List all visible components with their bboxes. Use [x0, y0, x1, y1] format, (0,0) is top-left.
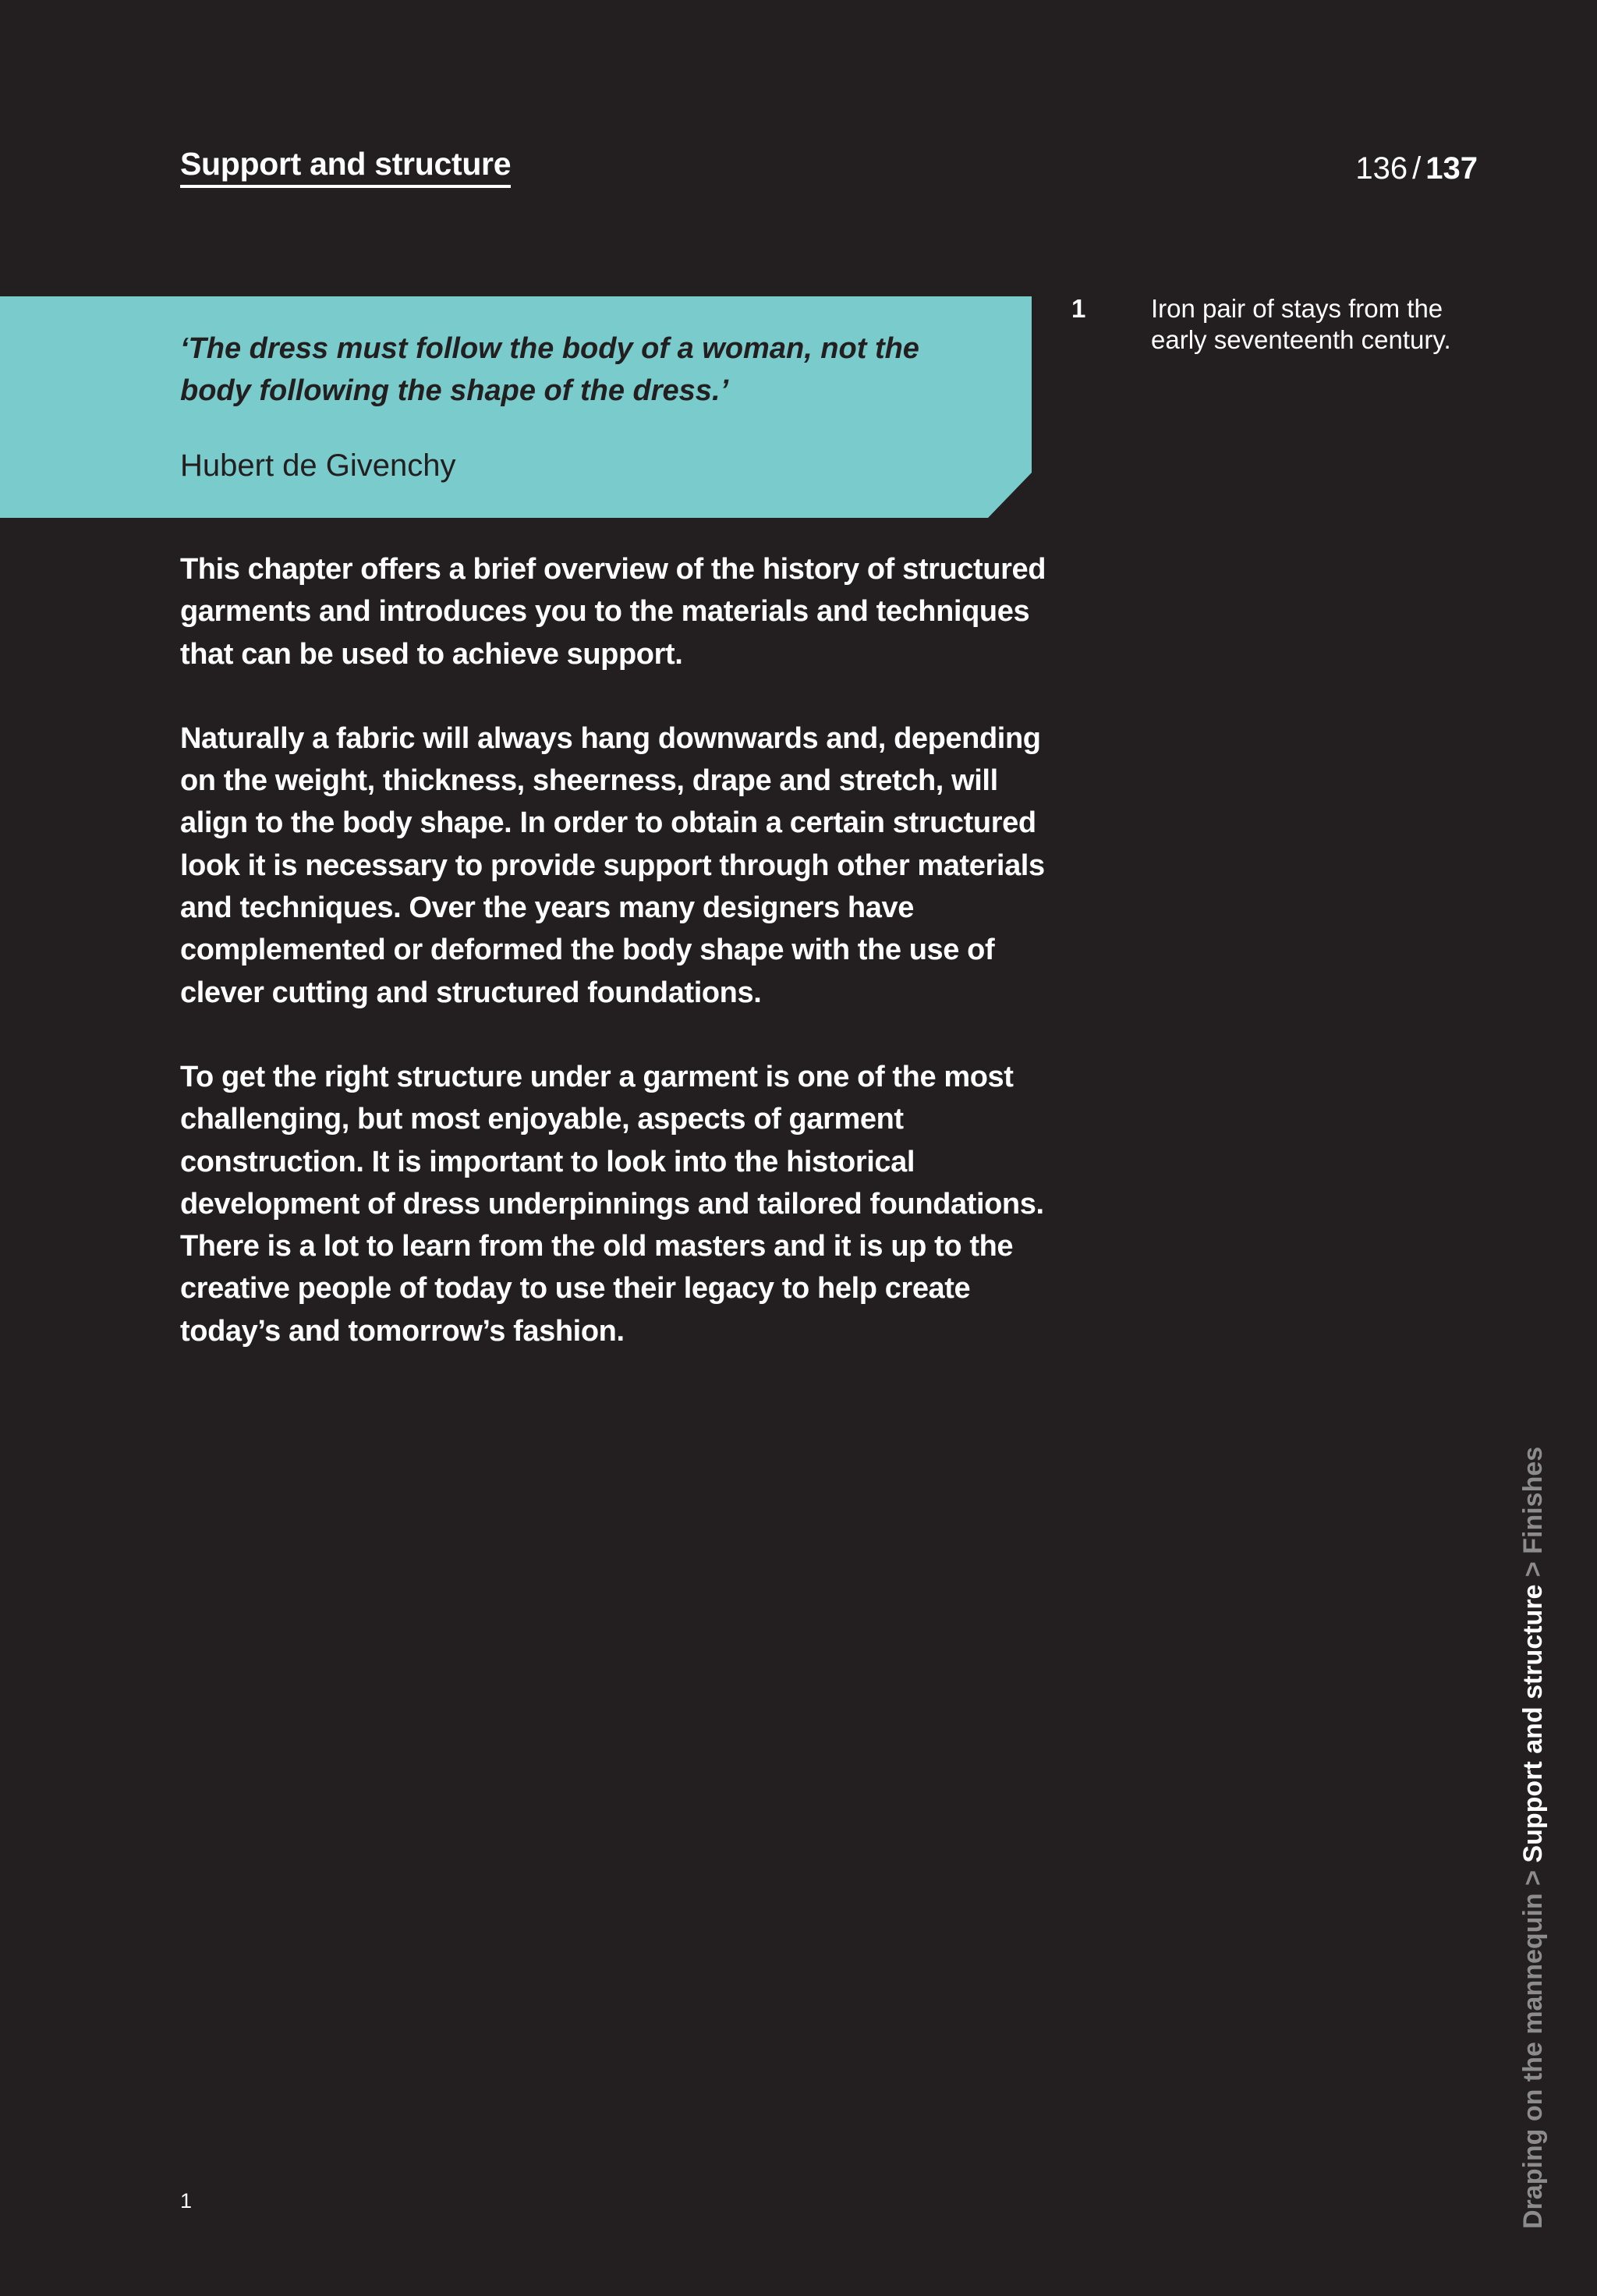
body-paragraph: Naturally a fabric will always hang downwards and, depending on the weight, thickness, sheerness, drape and stretch, will align to the body shape. In order to obtain a certain structured look it is necessary to provide support through other materials and techniques. Over the years many designers have complemented or deformed the body shape with the use of clever cutting and structured foundations.	[180, 721, 1045, 1009]
page-number-next: 137	[1425, 151, 1478, 186]
nav-link-support-structure[interactable]: Support and structure	[1518, 1584, 1548, 1863]
nav-separator: >	[1518, 1870, 1548, 1886]
page-numbers	[1355, 150, 1478, 187]
side-navigation	[1517, 1447, 1549, 2229]
section-title[interactable]: Support and structure	[180, 145, 511, 188]
quote-text: ‘The dress must follow the body of a woman, not the body following the shape of the dress.’	[180, 332, 919, 407]
page-number-separator: /	[1412, 151, 1422, 186]
page-number-current: 136	[1355, 151, 1408, 186]
caption-text: Iron pair of stays from the early seventeenth century.	[1151, 294, 1451, 354]
nav-separator: >	[1518, 1561, 1548, 1578]
nav-link-draping[interactable]: Draping on the mannequin	[1518, 1893, 1548, 2229]
quote-author: Hubert de Givenchy	[180, 448, 456, 483]
body-paragraph: This chapter offers a brief overview of the history of structured garments and introduces you to the materials and techniques that can be used to achieve support.	[180, 553, 1046, 671]
nav-link-finishes[interactable]: Finishes	[1518, 1446, 1548, 1554]
body-text	[180, 548, 1046, 1394]
caption-number: 1	[1071, 294, 1086, 323]
figure-number: 1	[180, 2189, 193, 2213]
body-paragraph: To get the right structure under a garment is one of the most challenging, but most enjoyable, aspects of garment construction. It is important to look into the historical development of dress underpinnings and tailored foundations. There is a lot to learn from the old masters and it is up to the creative people of today to use their legacy to help create today’s and tomorrow’s fashion.	[180, 1060, 1044, 1348]
